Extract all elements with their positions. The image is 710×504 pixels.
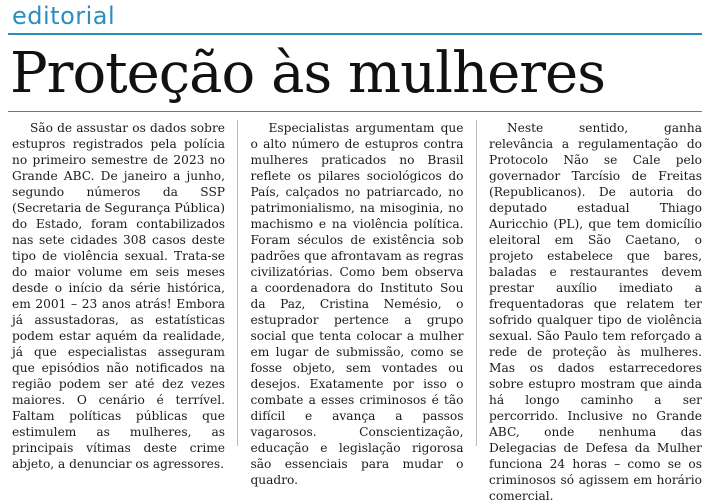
paragraph: Especialistas argumentam que o alto número de estupros contra mulheres praticados no Brasil reflete os pilares sociológicos do País, calçados no patriarcado, no patrimonialismo, na misoginia, no machismo e na violência política. Foram séculos de existência sob padrões que afrontavam as regras civilizatórias. Como bem observa a coordenadora do Instituto Sou da Paz, Cristina Nemésio, o estuprador pertence a grupo social que tenta colocar a mulher em lugar de submissão, como se fosse objeto, sem vontades ou desejos. Exatamente por isso o combate a esses criminosos é tão difícil e avança a passos vagarosos. Conscientização, educação e legislação rigorosa são essenciais para mudar o quadro. [250,121,464,487]
section-divider [8,33,702,35]
article-body [12,120,702,503]
article-column-2 [250,120,464,487]
headline-divider [8,111,702,112]
column-divider [476,120,477,446]
paragraph: Neste sentido, ganha relevância a regulamentação do Protocolo Não se Cale pelo governador Tarcísio de Freitas (Republicanos). De autoria do deputado estadual Thiago Auricchio (PL), que tem domicílio eleitoral em São Caetano, o projeto estabelece que bares, baladas e restaurantes devem prestar auxílio imediato a frequentadoras que relatem ter sofrido qualquer tipo de violência sexual. São Paulo tem reforçado a rede de proteção às mulheres. Mas os dados estarrecedores sobre estupro mostram que ainda há longo caminho a ser percorrido. Inclusive no Grande ABC, onde nenhuma das Delegacias de Defesa da Mulher funciona 24 horas – como se os criminosos só agissem em horário comercial. [489,121,702,503]
paragraph: São de assustar os dados sobre estupros registrados pela polícia no primeiro semestre de 2023 no Grande ABC. De janeiro a junho, segundo números da SSP (Secretaria de Segurança Pública) do Estado, foram contabilizados nas sete cidades 308 casos deste tipo de violência sexual. Trata-se do maior volume em seis meses desde o início da série histórica, em 2001 – 23 anos atrás! Embora já assustadoras, as estatísticas podem estar aquém da realidade, já que especialistas asseguram que episódios não notificados na região podem ser até dez vezes maiores. O cenário é terrível. Faltam políticas públicas que estimulem as mulheres, as principais vítimas deste crime abjeto, a denunciar os agressores. [12,121,225,471]
column-divider [237,120,238,446]
headline: Proteção às mulheres [10,41,605,106]
section-label: editorial [12,2,116,30]
article-column-3 [489,120,702,503]
article-column-1 [12,120,225,471]
